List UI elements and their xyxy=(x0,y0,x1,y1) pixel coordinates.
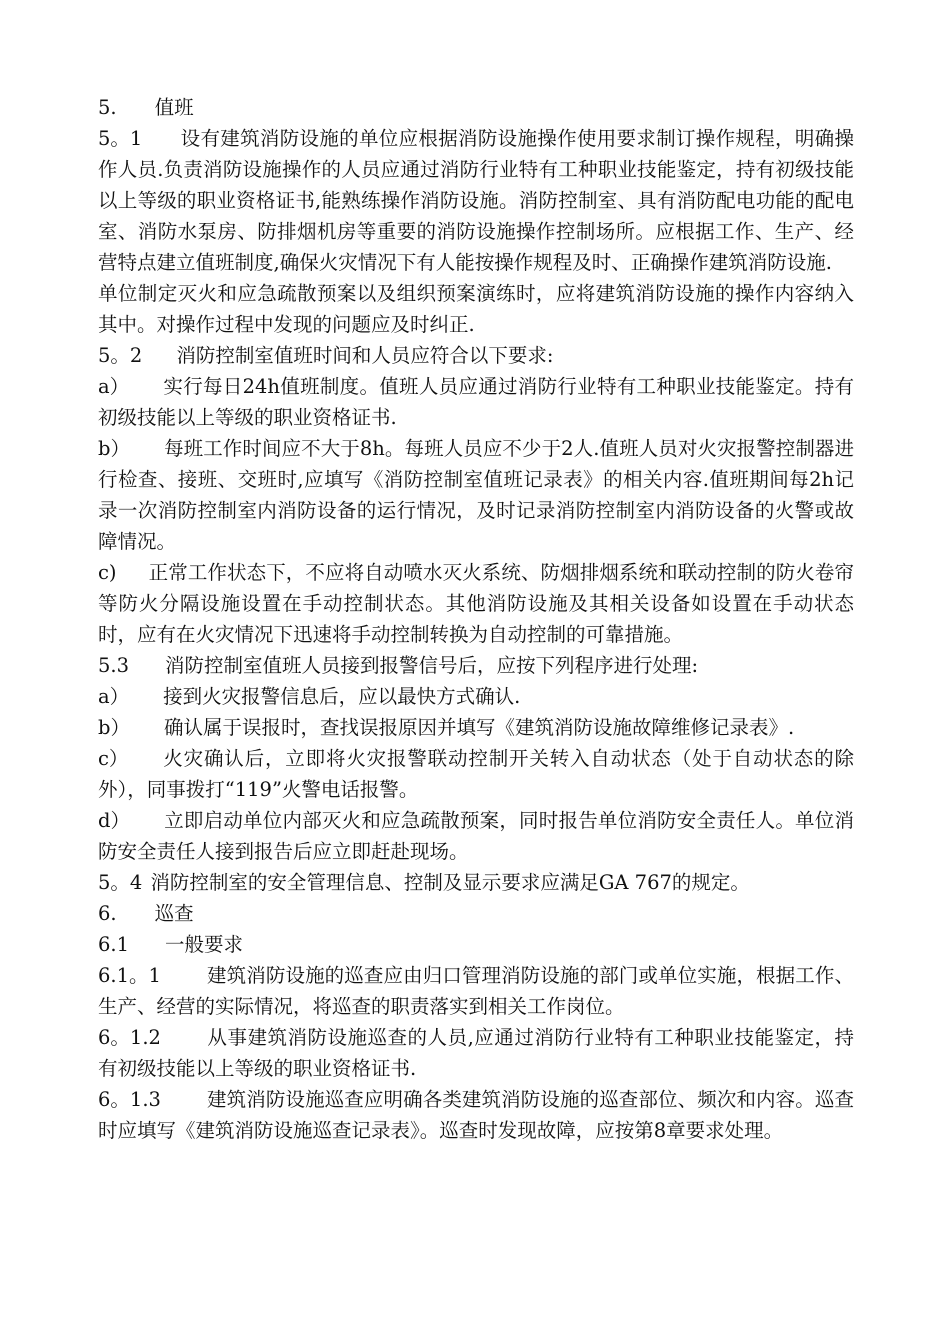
section-number: a） xyxy=(98,685,130,708)
paragraph xyxy=(98,123,854,278)
section-number: 6.1 xyxy=(98,933,130,956)
paragraph xyxy=(98,433,854,557)
section-number: b） xyxy=(98,716,130,739)
paragraph xyxy=(98,1022,854,1084)
section-number: 5。1 xyxy=(98,127,143,150)
paragraph xyxy=(98,681,854,712)
paragraph xyxy=(98,340,854,371)
paragraph-text: 正常工作状态下，不应将自动喷水灭火系统、防烟排烟系统和联动控制的防火卷帘等防火分隔设施设置在手动控制状态。其他消防设施及其相关设备如设置在手动状态时，应有在火灾情况下迅速将手动控制转换为自动控制的可靠措施。 xyxy=(98,561,854,646)
paragraph xyxy=(98,557,854,650)
paragraph-text: 接到火灾报警信息后，应以最快方式确认. xyxy=(163,685,521,708)
paragraph xyxy=(98,960,854,1022)
paragraph-text: 消防控制室值班时间和人员应符合以下要求: xyxy=(176,344,554,367)
paragraph-text: 实行每日24h值班制度。值班人员应通过消防行业特有工种职业技能鉴定。持有初级技能以上等级的职业资格证书. xyxy=(98,375,854,429)
paragraph-text: 火灾确认后，立即将火灾报警联动控制开关转入自动状态（处于自动状态的除外），同事拨打“119”火警电话报警。 xyxy=(98,747,854,801)
paragraph-text: 消防控制室的安全管理信息、控制及显示要求应满足GA 767的规定。 xyxy=(150,871,750,894)
section-number: 5。4 xyxy=(98,871,143,894)
paragraph-text: 消防控制室值班人员接到报警信号后，应按下列程序进行处理: xyxy=(165,654,699,677)
section-number: 6. xyxy=(98,902,117,925)
paragraph-text: 确认属于误报时，查找误报原因并填写《建筑消防设施故障维修记录表》. xyxy=(163,716,795,739)
paragraph-text: 设有建筑消防设施的单位应根据消防设施操作使用要求制订操作规程，明确操作人员.负责消防设施操作的人员应通过消防行业特有工种职业技能鉴定，持有初级技能以上等级的职业资格证书,能熟练操作消防设施。消防控制室、具有消防配电功能的配电室、消防水泵房、防排烟机房等重要的消防设施操作控制场所。应根据工作、生产、经营特点建立值班制度,确保火灾情况下有人能按操作规程及时、正确操作建筑消防设施. xyxy=(98,127,854,274)
paragraph xyxy=(98,371,854,433)
paragraph-text: 每班工作时间应不大于8h。每班人员应不少于2人.值班人员对火灾报警控制器进行检查、接班、交班时,应填写《消防控制室值班记录表》的相关内容.值班期间每2h记录一次消防控制室内消防设备的运行情况，及时记录消防控制室内消防设备的火警或故障情况。 xyxy=(98,437,854,553)
section-number: c) xyxy=(98,561,117,584)
paragraph xyxy=(98,805,854,867)
section-number: 5.3 xyxy=(98,654,130,677)
section-number: 6.1。1 xyxy=(98,964,161,987)
paragraph xyxy=(98,743,854,805)
paragraph-text: 建筑消防设施的巡查应由归口管理消防设施的部门或单位实施，根据工作、生产、经营的实际情况，将巡查的职责落实到相关工作岗位。 xyxy=(98,964,854,1018)
section-number: 5. xyxy=(98,96,117,119)
paragraph-text: 巡查 xyxy=(154,902,194,925)
section-number: a） xyxy=(98,375,130,398)
document-body xyxy=(98,92,854,1146)
paragraph-text: 建筑消防设施巡查应明确各类建筑消防设施的巡查部位、频次和内容。巡查时应填写《建筑消防设施巡查记录表》。巡查时发现故障，应按第8章要求处理。 xyxy=(98,1088,854,1142)
paragraph xyxy=(98,278,854,340)
section-number: b） xyxy=(98,437,130,460)
paragraph xyxy=(98,712,854,743)
paragraph-text: 一般要求 xyxy=(165,933,244,956)
section-number: 5。2 xyxy=(98,344,143,367)
paragraph xyxy=(98,898,854,929)
paragraph xyxy=(98,1084,854,1146)
paragraph-text: 单位制定灭火和应急疏散预案以及组织预案演练时，应将建筑消防设施的操作内容纳入其中。对操作过程中发现的问题应及时纠正. xyxy=(98,282,854,336)
paragraph-text: 立即启动单位内部灭火和应急疏散预案，同时报告单位消防安全责任人。单位消防安全责任人接到报告后应立即赶赴现场。 xyxy=(98,809,854,863)
section-number: c） xyxy=(98,747,129,770)
paragraph xyxy=(98,929,854,960)
paragraph-text: 值班 xyxy=(154,96,194,119)
section-number: 6。1.2 xyxy=(98,1026,161,1049)
paragraph xyxy=(98,92,854,123)
paragraph xyxy=(98,867,854,898)
paragraph-text: 从事建筑消防设施巡查的人员,应通过消防行业特有工种职业技能鉴定，持有初级技能以上等级的职业资格证书. xyxy=(98,1026,854,1080)
section-number: d） xyxy=(98,809,130,832)
section-number: 6。1.3 xyxy=(98,1088,161,1111)
paragraph xyxy=(98,650,854,681)
